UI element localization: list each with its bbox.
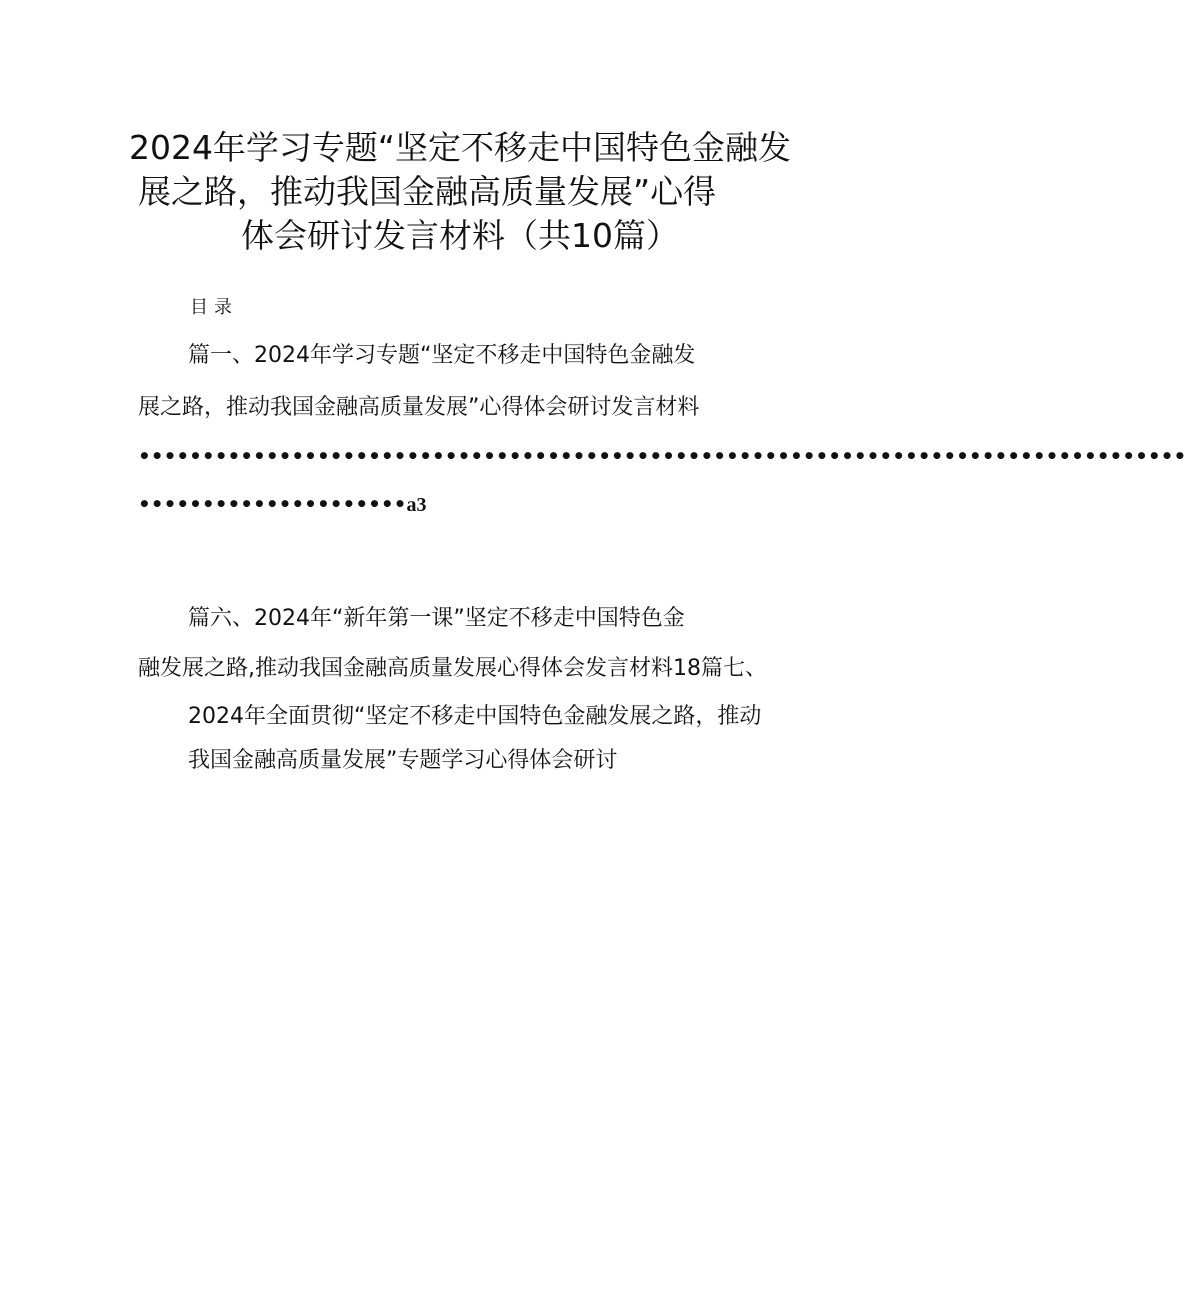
document-title-line-1: 2024年学习专题“坚定不移走中国特色金融发	[128, 128, 792, 167]
toc-entry-1-leader-dots: ••••••••••••••••••••••••••••••••••••••••••••••••••••••••••••••••••••••••••••••••••	[138, 444, 1186, 468]
toc-entry-1-line-1: 篇一、2024年学习专题“坚定不移走中国特色金融发	[188, 343, 696, 368]
toc-entry-2-line-1: 篇六、2024年“新年第一课”坚定不移走中国特色金	[188, 606, 685, 631]
toc-entry-1-page-number: a3	[406, 494, 427, 516]
toc-entry-2-line-2: 融发展之路,推动我国金融高质量发展心得体会发言材料18篇七、	[138, 656, 767, 681]
toc-entry-1-leader-dots-end	[138, 491, 426, 518]
toc-label: 目录	[190, 297, 238, 318]
toc-entry-1-leader-dots-tail: •••••••••••••••••••••	[138, 492, 407, 516]
toc-entry-1-line-2: 展之路，推动我国金融高质量发展”心得体会研讨发言材料	[138, 395, 700, 420]
document-title-line-2: 展之路，推动我国金融高质量发展”心得	[138, 172, 717, 211]
toc-entry-2-line-3: 2024年全面贯彻“坚定不移走中国特色金融发展之路，推动	[188, 704, 762, 729]
toc-entry-2-line-4: 我国金融高质量发展”专题学习心得体会研讨	[188, 748, 618, 773]
document-title-line-3: 体会研讨发言材料（共10篇）	[241, 216, 679, 255]
